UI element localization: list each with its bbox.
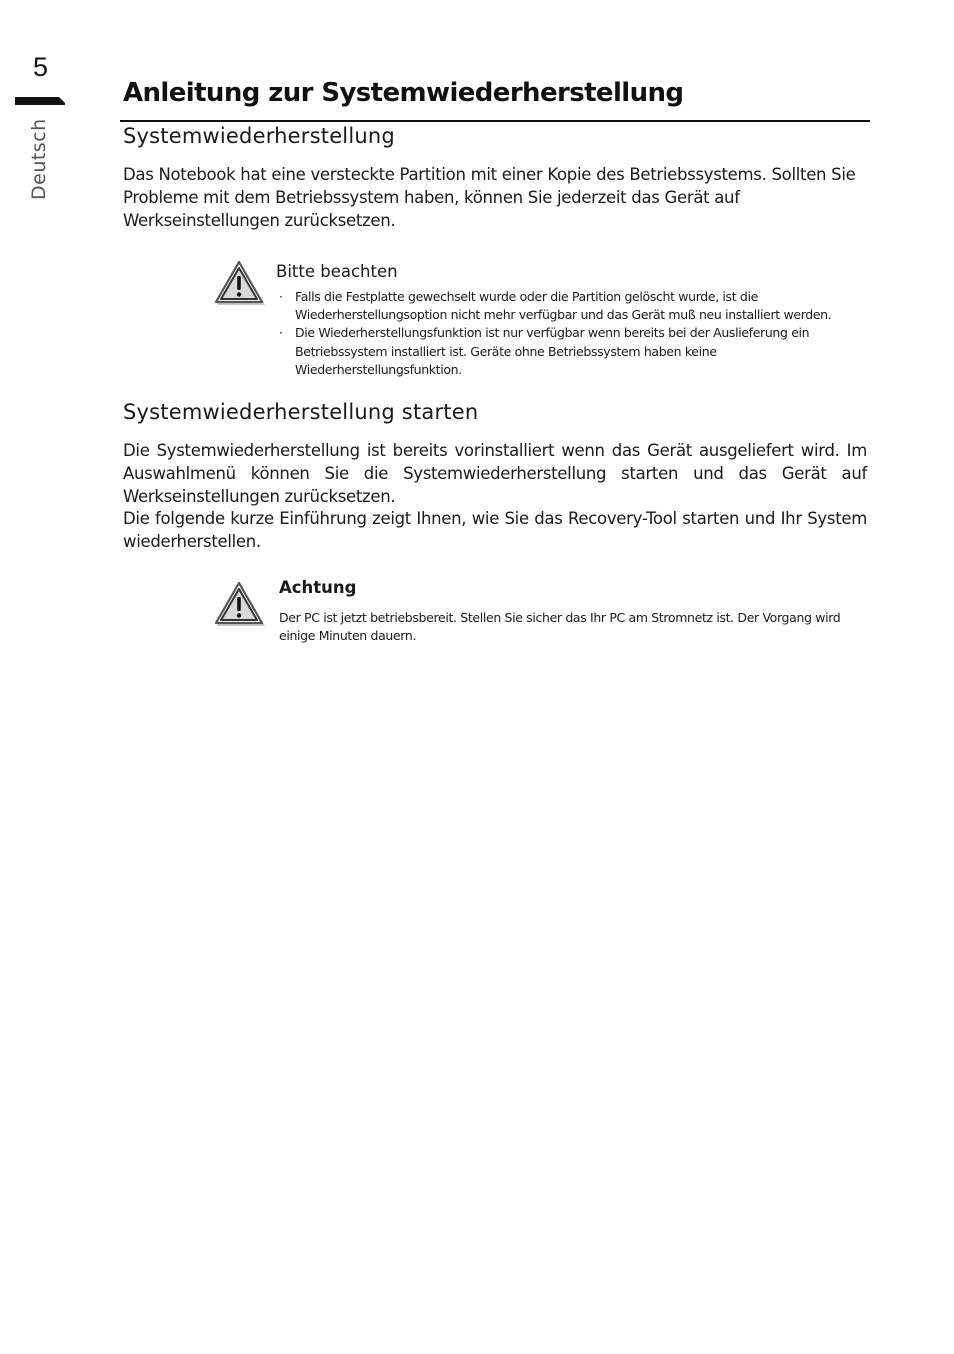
start-recovery-paragraph-2: Die folgende kurze Einführung zeigt Ihnen, wie Sie das Recovery-Tool starten und Ihr System wiederherstellen. [123,509,867,551]
caution-triangle-icon [212,580,266,628]
recovery-intro-paragraph: Das Notebook hat eine versteckte Partition mit einer Kopie des Betriebssystems. Sollten Sie Probleme mit dem Betriebssystem haben, können Sie jederzeit das Gerät auf Werkseinstellungen zurücksetzen. [123,165,856,230]
language-tab: Deutsch [28,118,50,200]
section-heading-start-recovery: Systemwiederherstellung starten [123,400,479,424]
title-divider [120,120,870,122]
section-heading-recovery: Systemwiederherstellung [123,124,395,148]
note-title: Bitte beachten [276,262,398,281]
caution-title: Achtung [279,578,357,597]
bullet-glyph: · [279,325,283,341]
note-item-text: Die Wiederherstellungsfunktion ist nur verfügbar wenn bereits bei der Auslieferung ein Betriebssystem installiert ist. Geräte ohne Betriebssystem haben keine Wiederherstellungsfunktion. [295,325,810,377]
note-list [276,288,866,379]
start-recovery-paragraph-1: Die Systemwiederherstellung ist bereits vorinstalliert wenn das Gerät ausgeliefert wird. Im Auswahlmenü können Sie die Systemwiederherstellung starten und das Gerät auf Werkseinstellungen zurücksetzen. [123,441,867,506]
note-item [276,324,866,379]
page-number: 5 [33,52,49,82]
bullet-glyph: · [279,289,283,304]
warning-triangle-icon [212,259,266,307]
caution-text: Der PC ist jetzt betriebsbereit. Stellen Sie sicher das Ihr PC am Stromnetz ist. Der Vorgang wird einige Minuten dauern. [279,610,841,644]
page-number-marker [15,97,65,105]
note-item [276,288,866,324]
page-title: Anleitung zur Systemwiederherstellung [123,78,684,108]
note-item-text: Falls die Festplatte gewechselt wurde oder die Partition gelöscht wurde, ist die Wiederherstellungsoption nicht mehr verfügbar und das Gerät muß neu installiert werden. [295,289,832,323]
